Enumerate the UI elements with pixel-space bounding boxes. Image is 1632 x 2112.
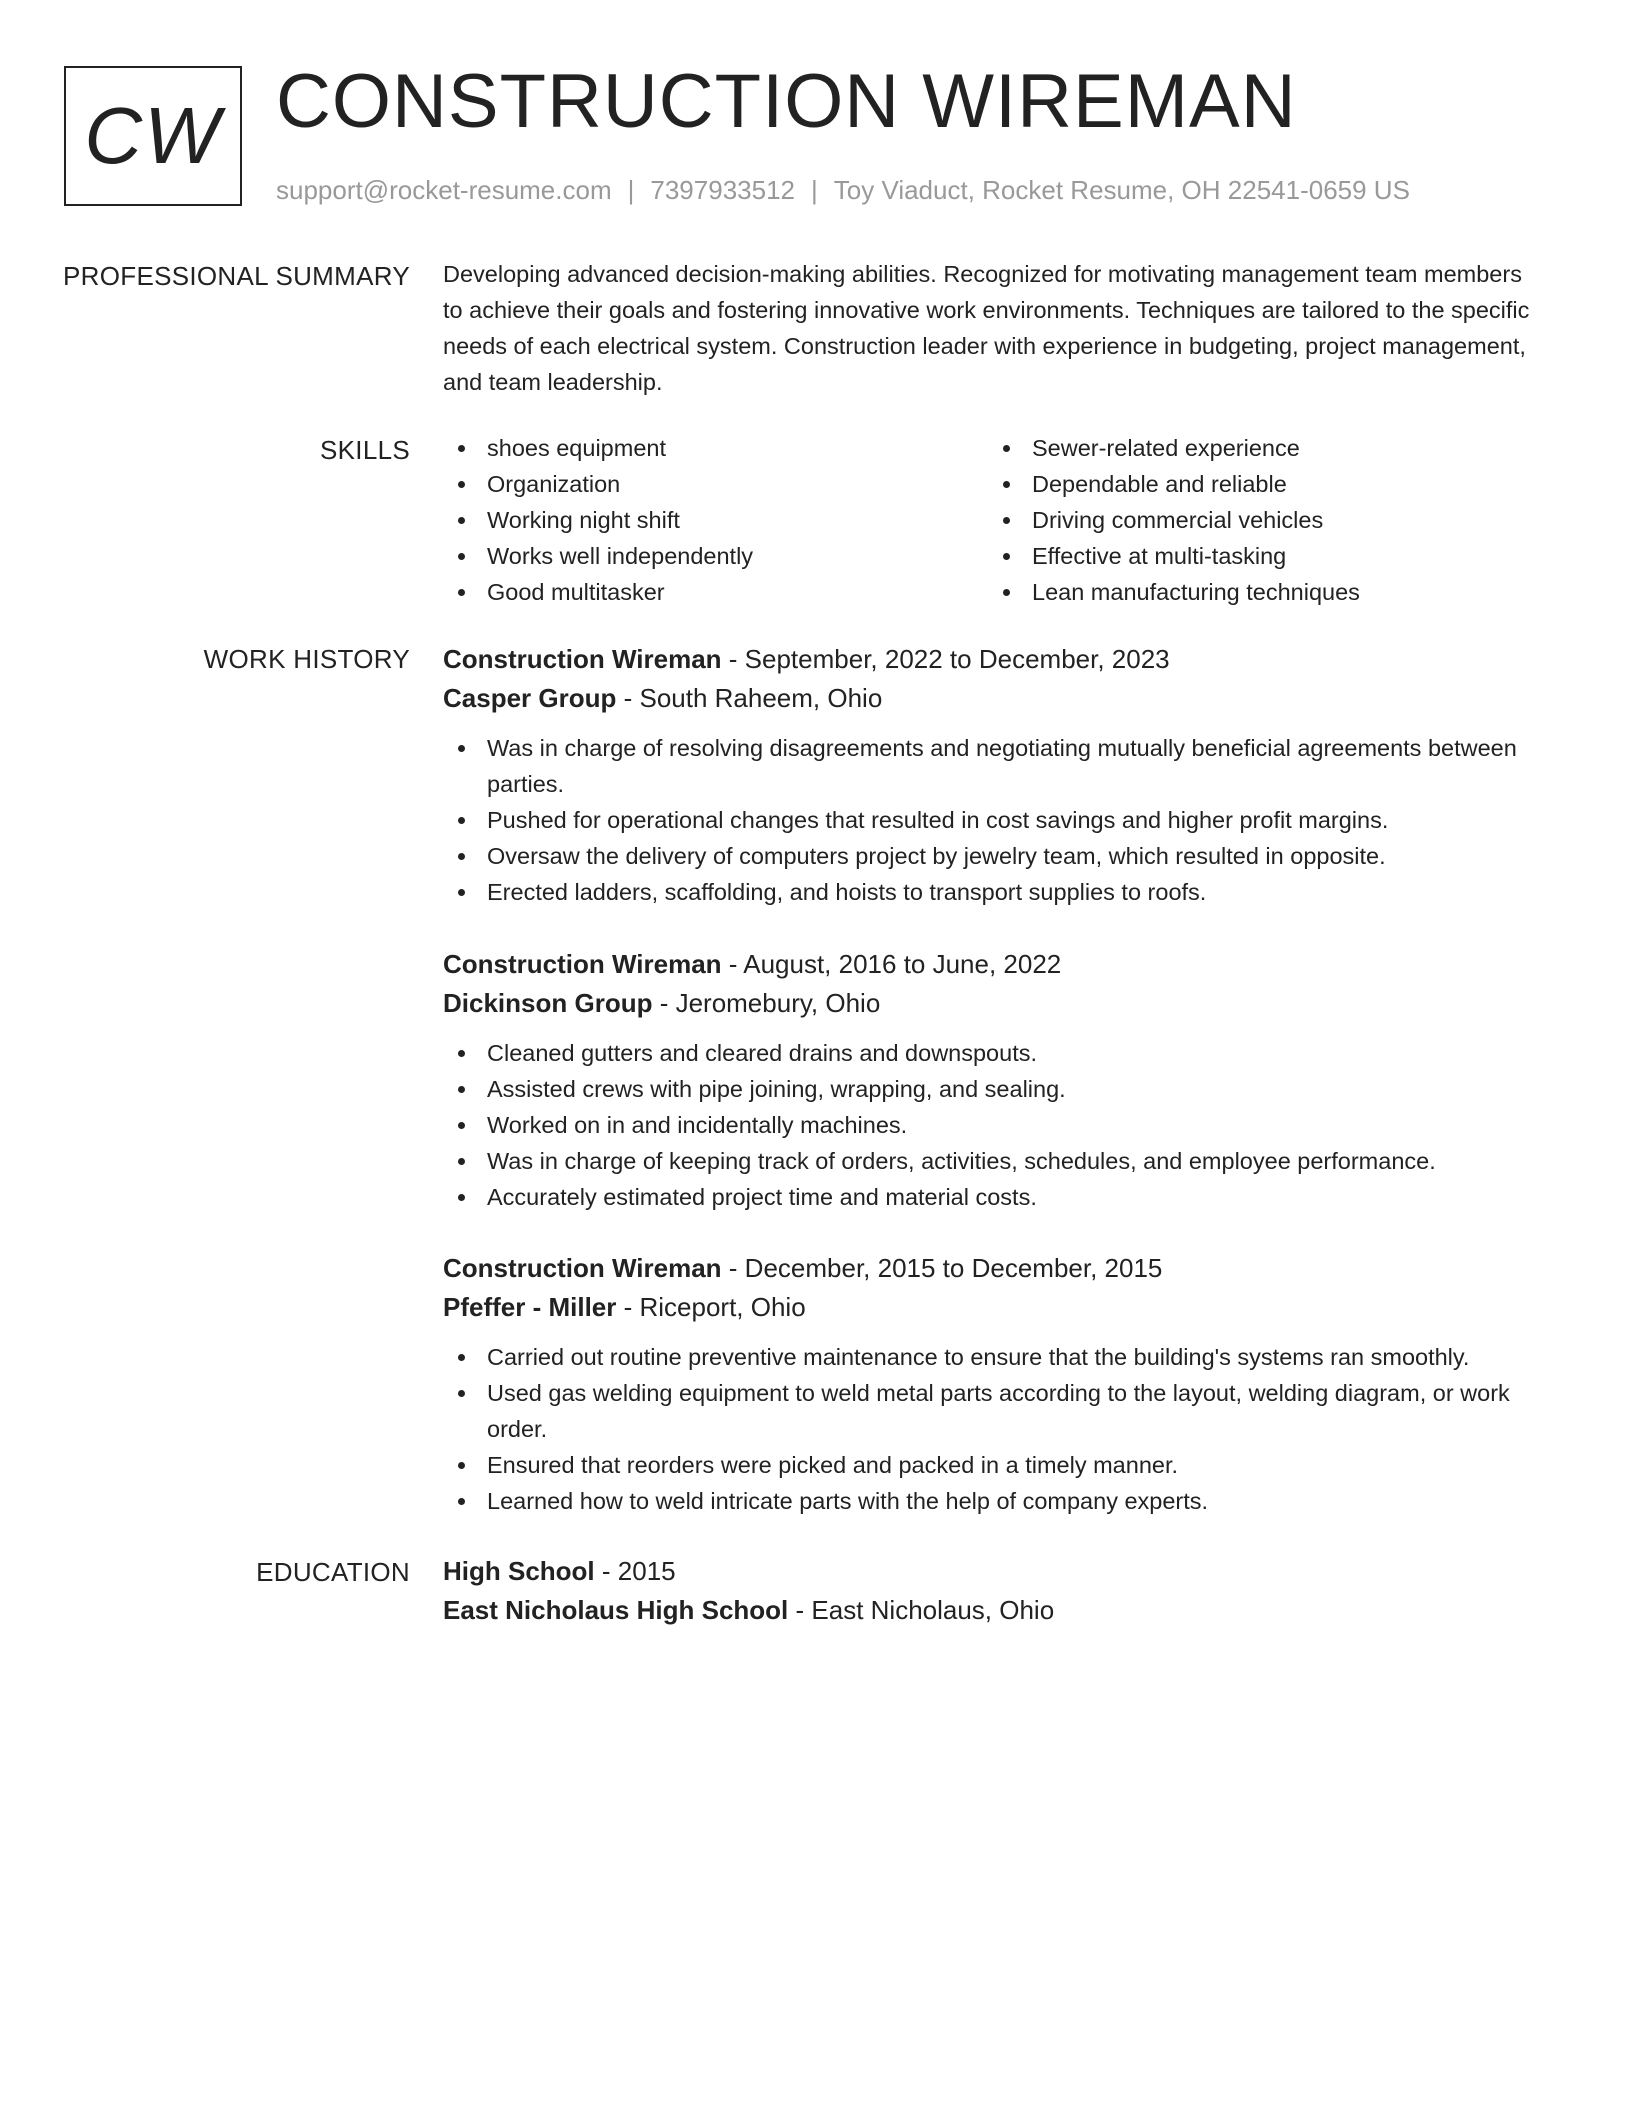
job-bullet: Accurately estimated project time and material costs. xyxy=(443,1179,1543,1215)
skills-column-left xyxy=(443,430,988,610)
contact-email[interactable]: support@rocket-resume.com xyxy=(276,175,612,205)
skills-body xyxy=(443,430,1543,610)
job-dates: - December, 2015 to December, 2015 xyxy=(721,1253,1163,1283)
skills-heading: SKILLS xyxy=(320,435,410,465)
skills-columns xyxy=(443,430,1543,610)
job-title-line xyxy=(443,640,1543,679)
skill-item: Effective at multi-tasking xyxy=(988,538,1533,574)
job-entry xyxy=(443,945,1543,1215)
education-school-line xyxy=(443,1591,1543,1630)
job-bullets xyxy=(443,1339,1543,1519)
summary-text: Developing advanced decision-making abilities. Recognized for motivating management team members to achieve their goals and fostering innovative work environments. Techniques are tailored to the specific needs of each electrical system. Construction leader with experience in budgeting, project management, and team leadership. xyxy=(443,261,1530,395)
monogram-badge xyxy=(64,66,242,206)
job-company-line xyxy=(443,1288,1543,1327)
job-bullet: Erected ladders, scaffolding, and hoists to transport supplies to roofs. xyxy=(443,874,1543,910)
job-entry xyxy=(443,640,1543,910)
education-heading: EDUCATION xyxy=(256,1557,410,1587)
skill-item: Driving commercial vehicles xyxy=(988,502,1533,538)
job-location: - South Raheem, Ohio xyxy=(616,683,883,713)
job-entry xyxy=(443,1249,1543,1519)
skills-column-right xyxy=(988,430,1533,610)
education-school: East Nicholaus High School xyxy=(443,1595,789,1625)
job-bullet: Assisted crews with pipe joining, wrapping, and sealing. xyxy=(443,1071,1543,1107)
contact-separator: | xyxy=(627,175,635,205)
education-body xyxy=(443,1552,1543,1630)
job-bullet: Carried out routine preventive maintenance to ensure that the building's systems ran smoothly. xyxy=(443,1339,1543,1375)
skill-item: Dependable and reliable xyxy=(988,466,1533,502)
job-company: Casper Group xyxy=(443,683,617,713)
skill-item: Organization xyxy=(443,466,988,502)
job-bullets xyxy=(443,730,1543,910)
education-location: - East Nicholaus, Ohio xyxy=(788,1595,1055,1625)
job-bullet: Ensured that reorders were picked and packed in a timely manner. xyxy=(443,1447,1543,1483)
job-bullet: Was in charge of resolving disagreements and negotiating mutually beneficial agreements between parties. xyxy=(443,730,1543,802)
job-title-line xyxy=(443,945,1543,984)
summary-heading: PROFESSIONAL SUMMARY xyxy=(63,261,410,291)
job-bullet: Learned how to weld intricate parts with the help of company experts. xyxy=(443,1483,1543,1519)
contact-line xyxy=(276,172,1410,208)
skill-item: Lean manufacturing techniques xyxy=(988,574,1533,610)
job-bullet: Was in charge of keeping track of orders, activities, schedules, and employee performance. xyxy=(443,1143,1543,1179)
contact-address: Toy Viaduct, Rocket Resume, OH 22541-0659 US xyxy=(833,175,1410,205)
skill-item: shoes equipment xyxy=(443,430,988,466)
job-title: Construction Wireman xyxy=(443,949,722,979)
candidate-name: CONSTRUCTION WIREMAN xyxy=(276,59,1297,144)
job-bullet: Pushed for operational changes that resulted in cost savings and higher profit margins. xyxy=(443,802,1543,838)
job-bullet: Cleaned gutters and cleared drains and downspouts. xyxy=(443,1035,1543,1071)
job-company-line xyxy=(443,984,1543,1023)
education-degree: High School xyxy=(443,1556,595,1586)
education-degree-line xyxy=(443,1552,1543,1591)
job-title: Construction Wireman xyxy=(443,644,722,674)
job-title: Construction Wireman xyxy=(443,1253,722,1283)
job-bullet: Used gas welding equipment to weld metal parts according to the layout, welding diagram, or work order. xyxy=(443,1375,1543,1447)
monogram-initials: CW xyxy=(84,91,222,180)
skill-item: Working night shift xyxy=(443,502,988,538)
job-bullets xyxy=(443,1035,1543,1215)
job-company-line xyxy=(443,679,1543,718)
contact-phone[interactable]: 7397933512 xyxy=(650,175,795,205)
job-bullet: Worked on in and incidentally machines. xyxy=(443,1107,1543,1143)
education-year: - 2015 xyxy=(594,1556,676,1586)
job-dates: - August, 2016 to June, 2022 xyxy=(721,949,1062,979)
summary-body xyxy=(443,256,1543,400)
job-dates: - September, 2022 to December, 2023 xyxy=(721,644,1170,674)
skill-item: Works well independently xyxy=(443,538,988,574)
contact-separator: | xyxy=(811,175,818,205)
job-title-line xyxy=(443,1249,1543,1288)
job-bullet: Oversaw the delivery of computers project by jewelry team, which resulted in opposite. xyxy=(443,838,1543,874)
job-company: Dickinson Group xyxy=(443,988,653,1018)
job-location: - Jeromebury, Ohio xyxy=(652,988,881,1018)
job-location: - Riceport, Ohio xyxy=(616,1292,806,1322)
skill-item: Sewer-related experience xyxy=(988,430,1533,466)
skill-item: Good multitasker xyxy=(443,574,988,610)
work-history-heading: WORK HISTORY xyxy=(203,644,410,674)
job-company: Pfeffer - Miller xyxy=(443,1292,617,1322)
